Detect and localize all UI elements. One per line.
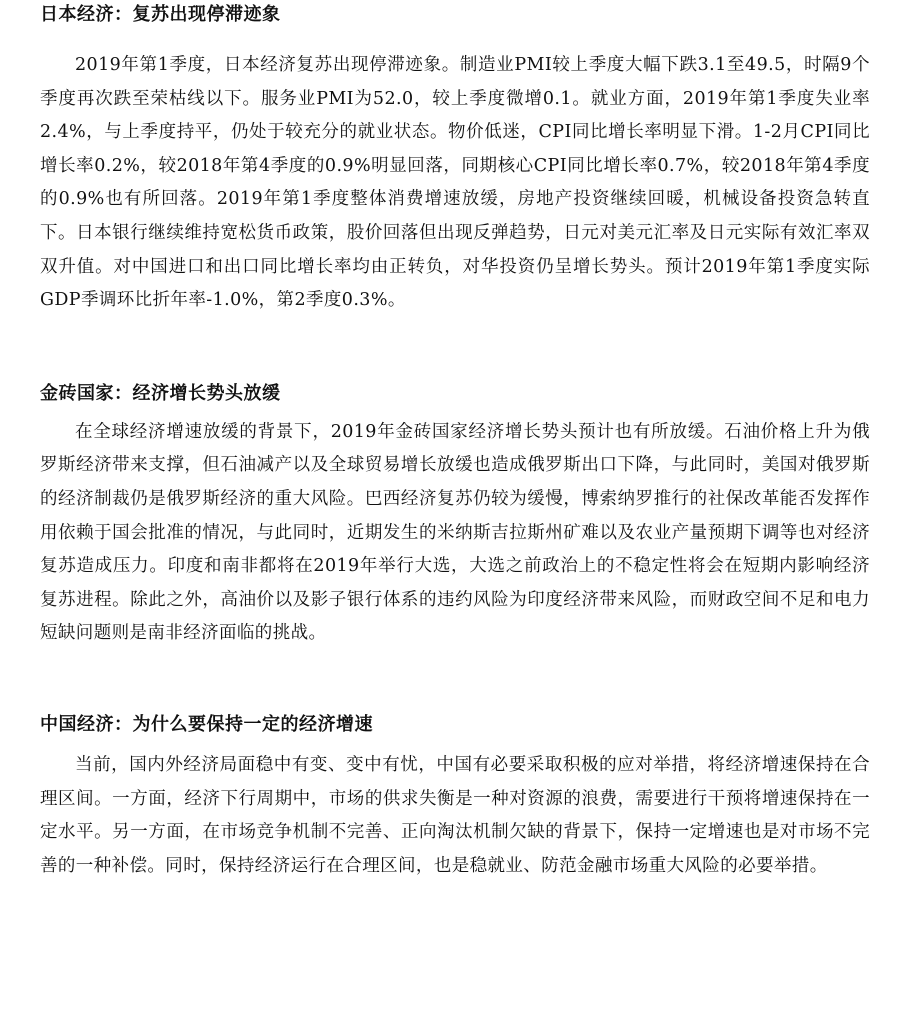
section-paragraph: 在全球经济增速放缓的背景下，2019年金砖国家经济增长势头预计也有所放缓。石油价格上升为俄罗斯经济带来支撑，但石油减产以及全球贸易增长放缓也造成俄罗斯出口下降，与此同时，美国对俄罗斯的经济制裁仍是俄罗斯经济的重大风险。巴西经济复苏仍较为缓慢，博索纳罗推行的社保改革能否发挥作用依赖于国会批准的情况，与此同时，近期发生的米纳斯吉拉斯州矿难以及农业产量预期下调等也对经济复苏造成压力。印度和南非都将在2019年举行大选，大选之前政治上的不稳定性将会在短期内影响经济复苏进程。除此之外，高油价以及影子银行体系的违约风险为印度经济带来风险，而财政空间不足和电力短缺问题则是南非经济面临的挑战。	[40, 421, 870, 644]
section-china-economy	[40, 713, 870, 883]
section-brics-economy	[40, 382, 870, 651]
section-heading: 金砖国家：经济增长势头放缓	[40, 382, 281, 404]
section-paragraph: 当前，国内外经济局面稳中有变、变中有忧，中国有必要采取积极的应对举措，将经济增速保持在合理区间。一方面，经济下行周期中，市场的供求失衡是一种对资源的浪费，需要进行干预将增速保持在一定水平。另一方面，在市场竞争机制不完善、正向淘汰机制欠缺的背景下，保持一定增速也是对市场不完善的一种补偿。同时，保持经济运行在合理区间，也是稳就业、防范金融市场重大风险的必要举措。	[40, 754, 870, 876]
section-paragraph: 2019年第1季度，日本经济复苏出现停滞迹象。制造业PMI较上季度大幅下跌3.1至49.5，时隔9个季度再次跌至荣枯线以下。服务业PMI为52.0，较上季度微增0.1。就业方面，2019年第1季度失业率2.4%，与上季度持平，仍处于较充分的就业状态。物价低迷，CPI同比增长率明显下滑。1-2月CPI同比增长率0.2%，较2018年第4季度的0.9%明显回落，同期核心CPI同比增长率0.7%，较2018年第4季度的0.9%也有所回落。2019年第1季度整体消费增速放缓，房地产投资继续回暖，机械设备投资急转直下。日本银行继续维持宽松货币政策，股价回落但出现反弹趋势，日元对美元汇率及日元实际有效汇率双双升值。对中国进口和出口同比增长率均由正转负，对华投资仍呈增长势头。预计2019年第1季度实际GDP季调环比折年率-1.0%，第2季度0.3%。	[40, 55, 870, 311]
section-heading: 中国经济：为什么要保持一定的经济增速	[40, 713, 373, 735]
section-japan-economy	[40, 0, 870, 318]
section-heading: 日本经济：复苏出现停滞迹象	[40, 4, 281, 25]
